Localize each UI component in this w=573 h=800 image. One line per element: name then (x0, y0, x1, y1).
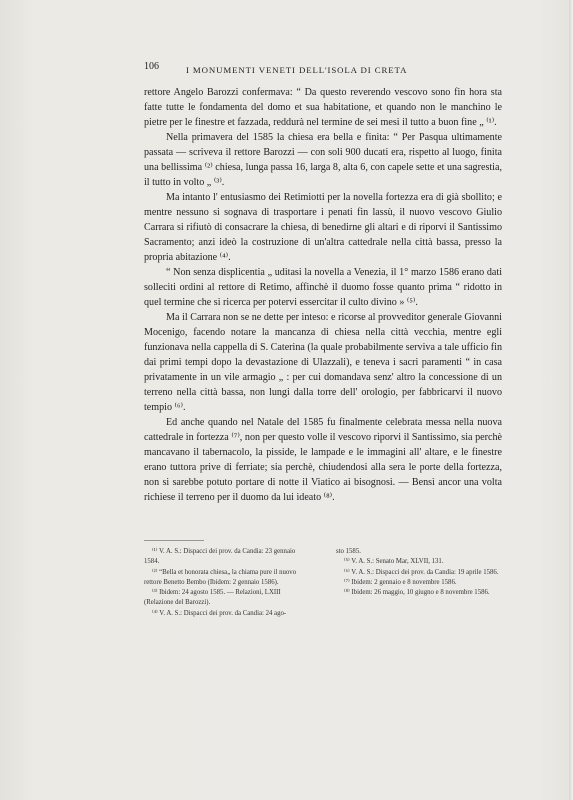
paragraph: “ Non senza displicentia „ uditasi la novella a Venezia, il 1° marzo 1586 erano dati solleciti ordini al rettore di Retimo, affinchè il duomo fosse quanto prima “ ridotto in quel termine che si ricerca per potervi essercitar il culto divino » ⁽⁵⁾. (144, 267, 502, 308)
footnote: ⁽³⁾ Ibidem: 24 agosto 1585. — Relazioni, LXIII (Relazione del Barozzi). (144, 589, 281, 607)
footnote: ⁽⁸⁾ Ibidem: 26 maggio, 10 giugno e 8 novembre 1586. (344, 589, 490, 597)
paragraph: Ma intanto l' entusiasmo dei Retimiotti per la novella fortezza era di già sbollito; e mentre nessuno si sognava di trasportare i penati fin lassù, il nuovo vescovo Giulio Carrara si rifiutò di consacrare la chiesa, di benedirne gli altari e di riporvi il Santissimo Sacramento; anzi ideò la costruzione di un'altra cattedrale nella città bassa, presso la propria abitazione ⁽⁴⁾. (144, 192, 502, 263)
footnote: ⁽⁴⁾ V. A. S.: Dispacci dei prov. da Candia: 24 ago- (152, 609, 287, 617)
page-header (144, 61, 502, 75)
page-number: 106 (144, 61, 159, 72)
paragraph: Nella primavera del 1585 la chiesa era bella e finita: “ Per Pasqua ultimamente passata — scriveva il rettore Barozzi — con soli 900 ducati era, rispetto al luogo, finita una bellissima ⁽²⁾ chiesa, lunga passa 16, larga 8, alta 6, con capele sette et una sagrestia, il tutto in volto „ ⁽³⁾. (144, 132, 502, 188)
footnotes-right-column (336, 547, 502, 598)
paragraph: Ma il Carrara non se ne dette per inteso: e ricorse al provveditor generale Giovanni Mocenigo, facendo notare la mancanza di chiesa nella città vecchia, mentre egli funzionava nella cappella di S. Caterina (la quale probabilmente serviva a tale ufficio fin dai primi tempi dopo la devastazione di Ulazzali), e teneva i sacri paramenti “ in casa privatamente in un vile armagio „ : per cui domandava senz' altro la concessione di un terreno nella città bassa, non lungi dalla torre dell' orologio, per fabbricarvi il nuovo tempio ⁽⁶⁾. (144, 312, 502, 413)
footnote: ⁽²⁾ “Bella et honorata chiesa„ la chiama pure il nuovo rettore Benetto Bembo (Ibidem: 2 gennaio 1586). (144, 568, 297, 586)
page-edge (569, 0, 573, 800)
footnote-rule (144, 540, 204, 541)
footnote: ⁽⁷⁾ Ibidem: 2 gennaio e 8 novembre 1586. (344, 578, 457, 586)
running-title: I MONUMENTI VENETI DELL'ISOLA DI CRETA (186, 65, 408, 75)
paragraph: Ed anche quando nel Natale del 1585 fu finalmente celebrata messa nella nuova cattedrale in fortezza ⁽⁷⁾, non per questo volle il vescovo riporvi il Santissimo, sia perchè mancavano il tabernacolo, la pisside, le lampade e le immagini all' altare, e le finestre erano tuttora prive di ferriate; sia perchè, chiudendosi alla sera le porte della fortezza, non si sarebbe potuto portare di notte il Viatico ai bisognosi. — Bensì ancor una volta richiese il terreno per il duomo da lui ideato ⁽⁸⁾. (144, 417, 502, 503)
footnote-continuation: sto 1585. (336, 548, 361, 555)
main-text (144, 85, 502, 505)
footnote: ⁽⁶⁾ V. A. S.: Dispacci dei prov. da Candia: 19 aprile 1586. (344, 568, 499, 576)
footnote: ⁽¹⁾ V. A. S.: Dispacci dei prov. da Candia: 23 gennaio 1584. (144, 548, 296, 566)
footnotes-left-column (144, 547, 310, 619)
footnote: ⁽⁵⁾ V. A. S.: Senato Mar, XLVII, 131. (344, 558, 444, 566)
paragraph: rettore Angelo Barozzi confermava: “ Da questo reverendo vescovo sono fin hora sta fatte tutte le fondamenta del domo et sua habitatione, et quando non le manchino le pietre per le finestre et fazzada, reddurà nel termine de sei mesi il tutto a buon fine „ ⁽¹⁾. (144, 87, 502, 128)
